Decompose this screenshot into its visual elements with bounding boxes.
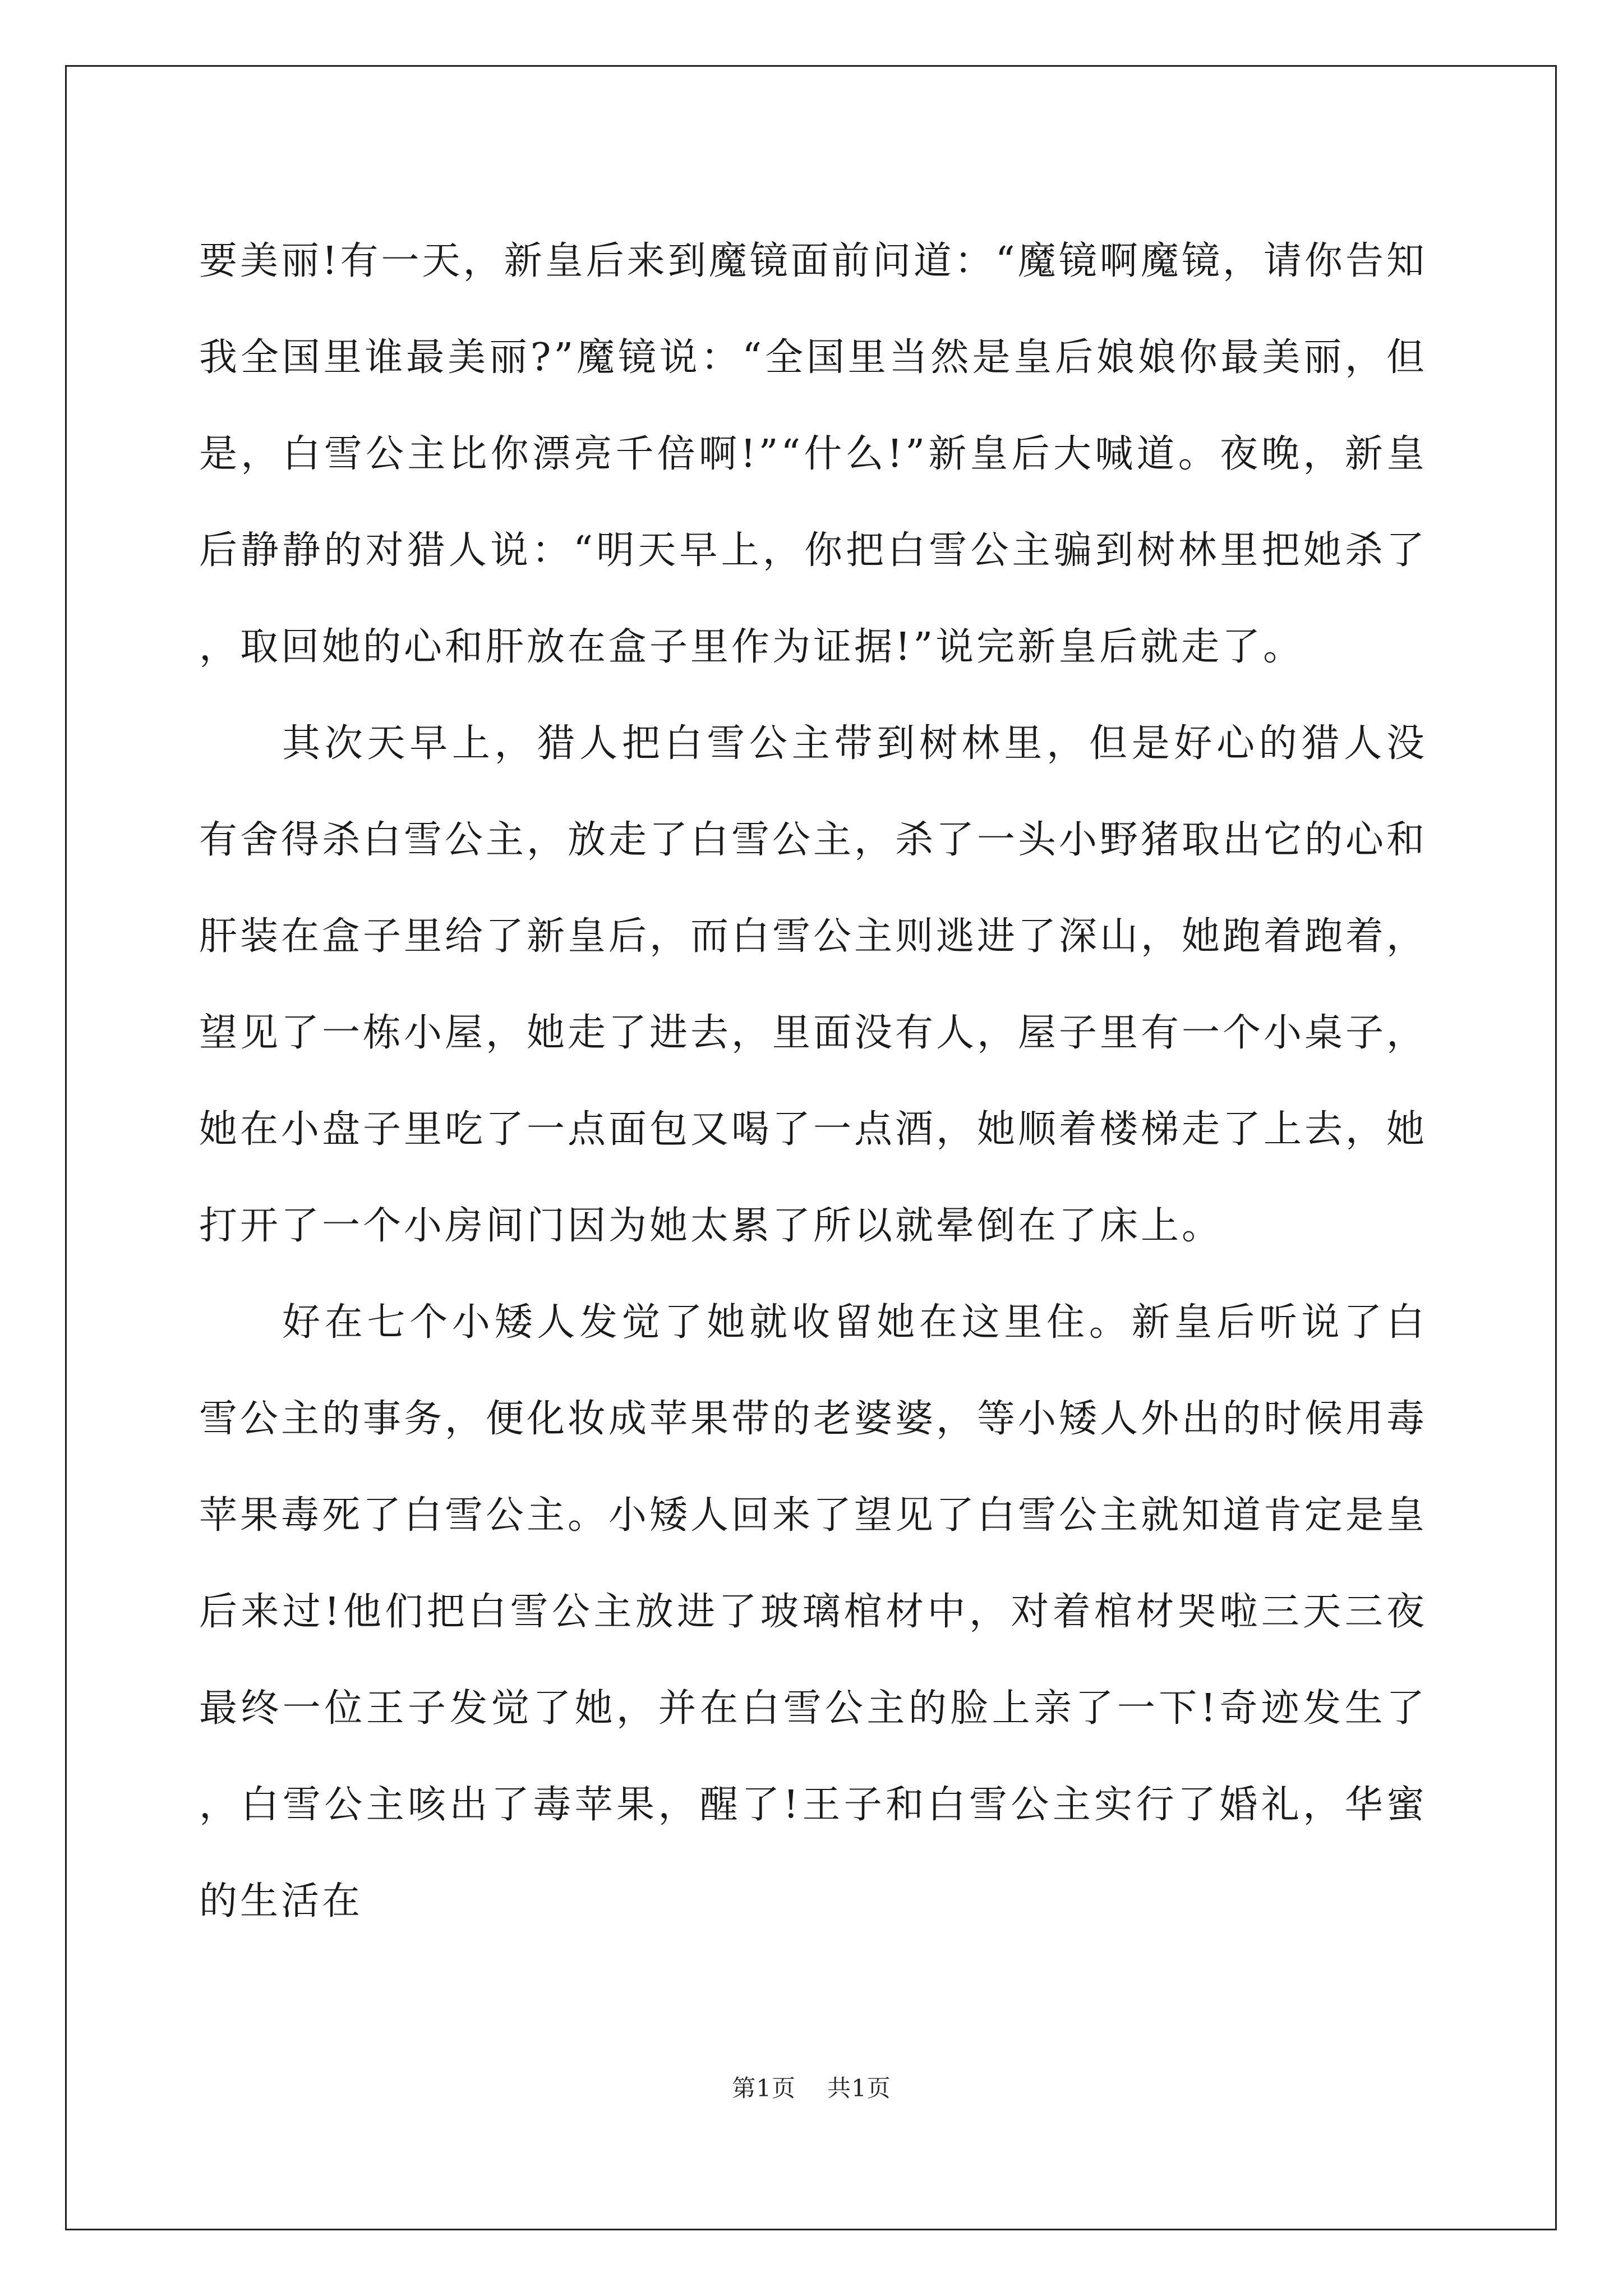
paragraph-3: 好在七个小矮人发觉了她就收留她在这里住。新皇后听说了白雪公主的事务，便化妆成苹果带的老婆婆，等小矮人外出的时候用毒苹果毒死了白雪公主。小矮人回来了望见了白雪公主就知道肯定是皇后来过!他们把白雪公主放进了玻璃棺材中，对着棺材哭啦三天三夜最终一位王子发觉了她，并在白雪公主的脸上亲了一下!奇迹发生了，白雪公主咳出了毒苹果，醒了!王子和白雪公主实行了婚礼，华蜜的生活在 [199, 1300, 1428, 1924]
document-body [199, 213, 1427, 1950]
page-footer [0, 2070, 1623, 2104]
page-number: 第1页 [732, 2074, 796, 2102]
page-total: 共1页 [827, 2074, 891, 2102]
paragraph-2: 其次天早上，猎人把白雪公主带到树林里，但是好心的猎人没有舍得杀白雪公主，放走了白雪公主，杀了一头小野猪取出它的心和肝装在盒子里给了新皇后，而白雪公主则逃进了深山，她跑着跑着，望见了一栋小屋，她走了进去，里面没有人，屋子里有一个小桌子，她在小盘子里吃了一点面包又喝了一点酒，她顺着楼梯走了上去，她打开了一个小房间门因为她太累了所以就晕倒在了床上。 [199, 721, 1428, 1248]
paragraph-1: 要美丽!有一天，新皇后来到魔镜面前问道：“魔镜啊魔镜，请你告知我全国里谁最美丽?”魔镜说：“全国里当然是皇后娘娘你最美丽，但是，白雪公主比你漂亮千倍啊!”“什么!”新皇后大喊道。夜晚，新皇后静静的对猎人说：“明天早上，你把白雪公主骗到树林里把她杀了，取回她的心和肝放在盒子里作为证据!”说完新皇后就走了。 [199, 239, 1427, 669]
